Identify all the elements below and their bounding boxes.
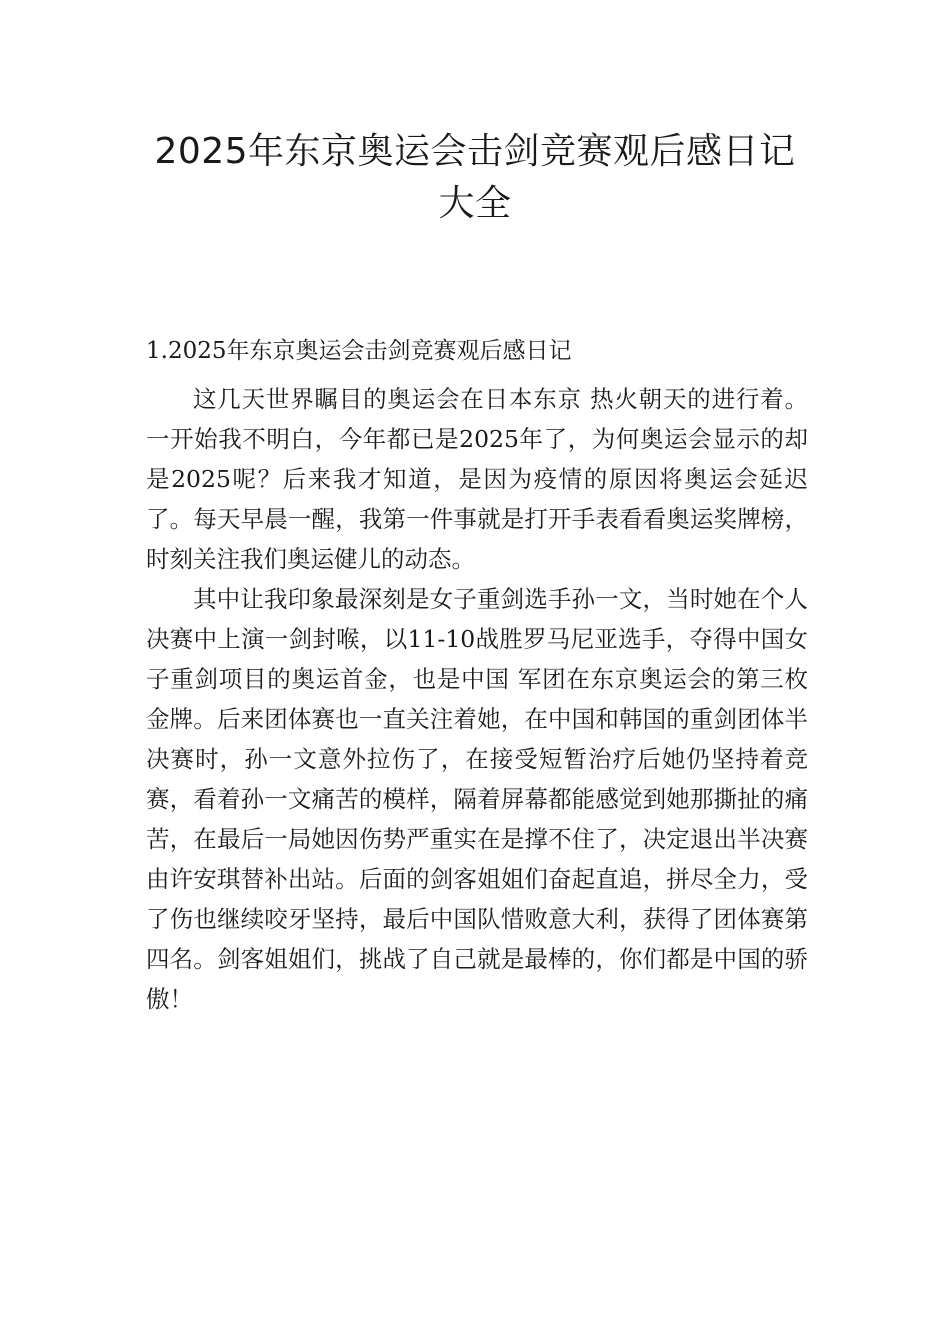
document-body [146,379,808,1019]
paragraph-1: 这几天世界瞩目的奥运会在日本东京 热火朝天的进行着。一开始我不明白，今年都已是2025年了，为何奥运会显示的却是2025呢？后来我才知道，是因为疫情的原因将奥运会延迟了。每天早晨一醒，我第一件事就是打开手表看看奥运奖牌榜，时刻关注我们奥运健儿的动态。 [146,385,808,573]
paragraph-2: 其中让我印象最深刻是女子重剑选手孙一文，当时她在个人决赛中上演一剑封喉，以11-10战胜罗马尼亚选手，夺得中国女子重剑项目的奥运首金，也是中国 军团在东京奥运会的第三枚金牌。后来团体赛也一直关注着她，在中国和韩国的重剑团体半决赛时，孙一文意外拉伤了，在接受短暂治疗后她仍坚持着竞赛，看着孙一文痛苦的模样，隔着屏幕都能感觉到她那撕扯的痛苦，在最后一局她因伤势严重实在是撑不住了，决定退出半决赛由许安琪替补出站。后面的剑客姐姐们奋起直追，拼尽全力，受了伤也继续咬牙坚持，最后中国队惜败意大利，获得了团体赛第四名。剑客姐姐们，挑战了自己就是最棒的，你们都是中国的骄傲！ [146,585,808,1013]
section-heading: 1.2025年东京奥运会击剑竞赛观后感日记 [146,338,572,364]
document-title: 2025年东京奥运会击剑竞赛观后感日记大全 [154,131,796,224]
